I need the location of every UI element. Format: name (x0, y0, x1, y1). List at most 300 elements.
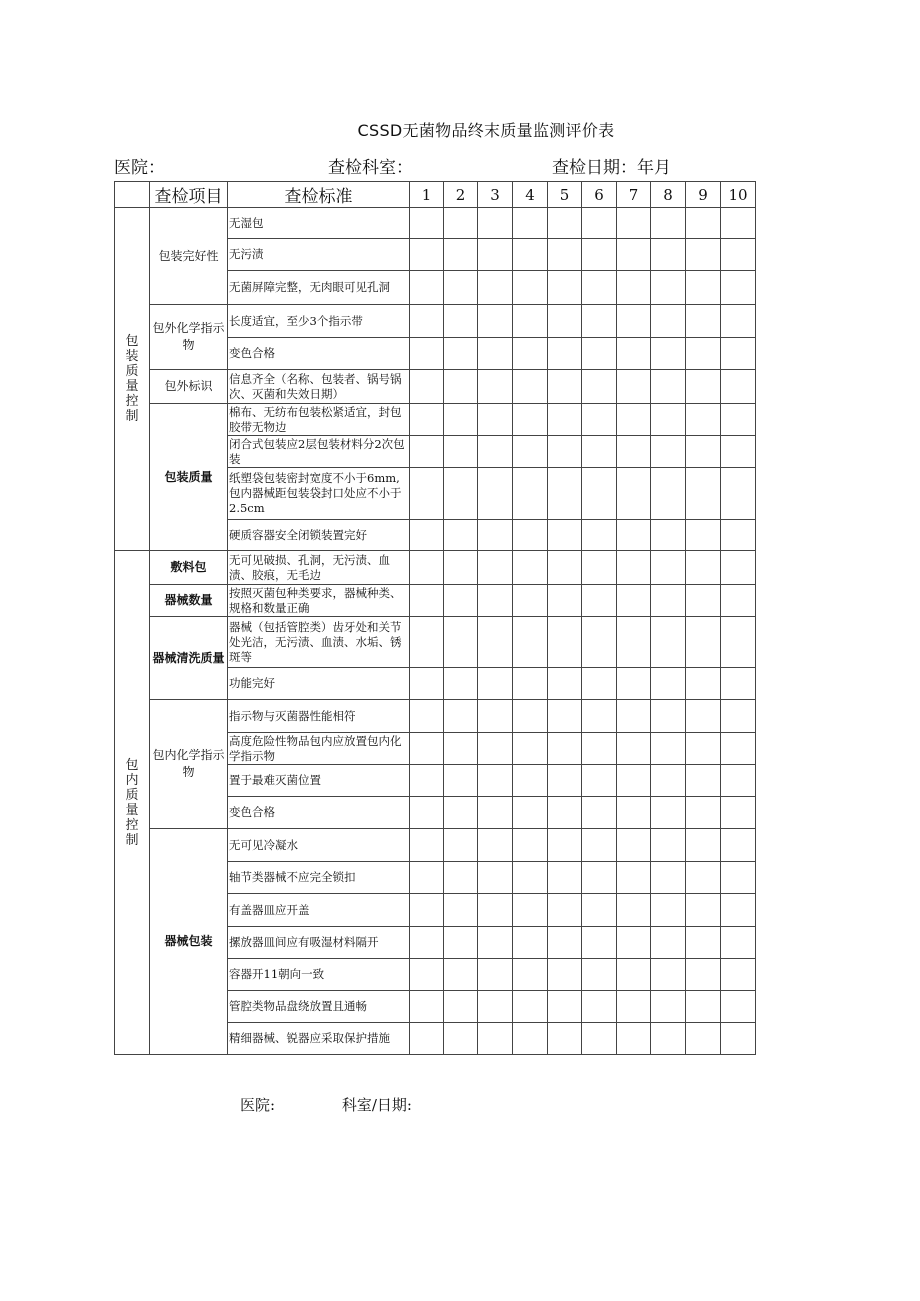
check-cell-7[interactable] (617, 862, 651, 894)
check-cell-9[interactable] (686, 520, 721, 551)
header-row (115, 182, 756, 208)
check-cell-3[interactable] (478, 797, 513, 829)
check-cell-5[interactable] (548, 239, 582, 271)
check-standard-text: 置于最难灭菌位置 (228, 765, 410, 797)
check-standard-text: 轴节类器械不应完全锁扣 (228, 862, 410, 894)
check-cell-3[interactable] (478, 520, 513, 551)
check-cell-10[interactable] (721, 520, 756, 551)
check-cell-7[interactable] (617, 617, 651, 668)
col-header-check-4: 4 (513, 182, 548, 208)
check-cell-5[interactable] (548, 927, 582, 959)
check-cell-6[interactable] (582, 765, 617, 797)
check-cell-7[interactable] (617, 585, 651, 617)
check-cell-2[interactable] (444, 617, 478, 668)
check-cell-3[interactable] (478, 927, 513, 959)
check-cell-7[interactable] (617, 239, 651, 271)
check-cell-10[interactable] (721, 305, 756, 338)
check-cell-4[interactable] (513, 551, 548, 585)
check-standard-text: 有盖器皿应开盖 (228, 894, 410, 927)
check-cell-1[interactable] (410, 551, 444, 585)
check-cell-7[interactable] (617, 700, 651, 733)
check-cell-1[interactable] (410, 1023, 444, 1055)
check-cell-10[interactable] (721, 829, 756, 862)
col-header-check-3: 3 (478, 182, 513, 208)
check-cell-9[interactable] (686, 551, 721, 585)
check-item-label: 器械数量 (150, 585, 228, 617)
check-cell-7[interactable] (617, 668, 651, 700)
footer (240, 1094, 412, 1115)
check-cell-6[interactable] (582, 271, 617, 305)
check-cell-1[interactable] (410, 829, 444, 862)
check-cell-10[interactable] (721, 468, 756, 520)
check-cell-1[interactable] (410, 208, 444, 239)
table-row (115, 370, 756, 404)
check-cell-2[interactable] (444, 991, 478, 1023)
check-cell-3[interactable] (478, 959, 513, 991)
check-cell-2[interactable] (444, 894, 478, 927)
check-cell-5[interactable] (548, 829, 582, 862)
check-cell-2[interactable] (444, 862, 478, 894)
check-cell-6[interactable] (582, 959, 617, 991)
check-cell-6[interactable] (582, 338, 617, 370)
check-cell-4[interactable] (513, 271, 548, 305)
check-standard-text: 闭合式包装应2层包装材料分2次包装 (228, 436, 410, 468)
col-header-check-1: 1 (410, 182, 444, 208)
check-cell-1[interactable] (410, 733, 444, 765)
check-cell-6[interactable] (582, 585, 617, 617)
check-cell-10[interactable] (721, 700, 756, 733)
check-cell-9[interactable] (686, 585, 721, 617)
check-cell-10[interactable] (721, 668, 756, 700)
col-header-check-5: 5 (548, 182, 582, 208)
check-cell-4[interactable] (513, 733, 548, 765)
check-cell-2[interactable] (444, 404, 478, 436)
check-standard-text: 棉布、无纺布包装松紧适宜，封包胶带无物边 (228, 404, 410, 436)
col-header-check-9: 9 (686, 182, 721, 208)
check-cell-4[interactable] (513, 338, 548, 370)
check-cell-8[interactable] (651, 404, 686, 436)
check-cell-10[interactable] (721, 1023, 756, 1055)
check-cell-10[interactable] (721, 370, 756, 404)
check-cell-2[interactable] (444, 338, 478, 370)
check-cell-10[interactable] (721, 585, 756, 617)
check-cell-8[interactable] (651, 927, 686, 959)
check-cell-1[interactable] (410, 404, 444, 436)
check-cell-8[interactable] (651, 700, 686, 733)
check-cell-9[interactable] (686, 370, 721, 404)
check-item-label: 器械清洗质量 (150, 617, 228, 700)
check-cell-2[interactable] (444, 305, 478, 338)
check-cell-9[interactable] (686, 862, 721, 894)
col-header-check-2: 2 (444, 182, 478, 208)
check-cell-8[interactable] (651, 991, 686, 1023)
check-cell-1[interactable] (410, 927, 444, 959)
check-cell-2[interactable] (444, 1023, 478, 1055)
check-cell-8[interactable] (651, 617, 686, 668)
check-cell-6[interactable] (582, 305, 617, 338)
check-cell-3[interactable] (478, 617, 513, 668)
check-cell-8[interactable] (651, 894, 686, 927)
check-cell-6[interactable] (582, 862, 617, 894)
check-cell-1[interactable] (410, 894, 444, 927)
check-cell-1[interactable] (410, 271, 444, 305)
check-cell-9[interactable] (686, 733, 721, 765)
check-cell-3[interactable] (478, 1023, 513, 1055)
check-cell-8[interactable] (651, 208, 686, 239)
check-cell-10[interactable] (721, 959, 756, 991)
check-cell-7[interactable] (617, 436, 651, 468)
check-cell-6[interactable] (582, 991, 617, 1023)
check-cell-4[interactable] (513, 700, 548, 733)
check-cell-1[interactable] (410, 668, 444, 700)
check-standard-text: 摞放器皿间应有吸湿材料隔开 (228, 927, 410, 959)
check-standard-text: 指示物与灭菌器性能相符 (228, 700, 410, 733)
check-cell-3[interactable] (478, 894, 513, 927)
check-cell-5[interactable] (548, 668, 582, 700)
check-cell-10[interactable] (721, 617, 756, 668)
check-cell-6[interactable] (582, 733, 617, 765)
check-cell-7[interactable] (617, 338, 651, 370)
check-cell-10[interactable] (721, 338, 756, 370)
check-cell-8[interactable] (651, 468, 686, 520)
check-cell-10[interactable] (721, 208, 756, 239)
check-standard-text: 无可见冷凝水 (228, 829, 410, 862)
check-cell-6[interactable] (582, 436, 617, 468)
check-cell-2[interactable] (444, 208, 478, 239)
check-cell-2[interactable] (444, 271, 478, 305)
check-standard-text: 管腔类物品盘绕放置且通畅 (228, 991, 410, 1023)
check-cell-3[interactable] (478, 668, 513, 700)
check-cell-7[interactable] (617, 520, 651, 551)
check-cell-6[interactable] (582, 829, 617, 862)
check-cell-6[interactable] (582, 1023, 617, 1055)
check-cell-9[interactable] (686, 404, 721, 436)
evaluation-table (114, 181, 756, 1055)
check-cell-5[interactable] (548, 208, 582, 239)
check-cell-5[interactable] (548, 404, 582, 436)
check-cell-2[interactable] (444, 700, 478, 733)
check-cell-2[interactable] (444, 370, 478, 404)
check-cell-1[interactable] (410, 468, 444, 520)
check-cell-9[interactable] (686, 959, 721, 991)
check-cell-7[interactable] (617, 894, 651, 927)
check-standard-text: 按照灭菌包种类要求，器械种类、规格和数量正确 (228, 585, 410, 617)
footer-hospital-label: 医院: (240, 1096, 276, 1114)
check-standard-text: 变色合格 (228, 338, 410, 370)
check-cell-5[interactable] (548, 617, 582, 668)
check-cell-1[interactable] (410, 585, 444, 617)
check-cell-3[interactable] (478, 733, 513, 765)
check-cell-2[interactable] (444, 239, 478, 271)
check-cell-4[interactable] (513, 208, 548, 239)
check-cell-10[interactable] (721, 271, 756, 305)
check-cell-5[interactable] (548, 585, 582, 617)
check-cell-7[interactable] (617, 991, 651, 1023)
check-cell-9[interactable] (686, 927, 721, 959)
check-cell-9[interactable] (686, 700, 721, 733)
check-cell-5[interactable] (548, 862, 582, 894)
check-cell-4[interactable] (513, 617, 548, 668)
check-standard-text: 无污渍 (228, 239, 410, 271)
check-cell-10[interactable] (721, 927, 756, 959)
check-cell-1[interactable] (410, 520, 444, 551)
check-cell-9[interactable] (686, 991, 721, 1023)
check-cell-1[interactable] (410, 797, 444, 829)
check-cell-4[interactable] (513, 585, 548, 617)
check-cell-8[interactable] (651, 733, 686, 765)
check-cell-3[interactable] (478, 829, 513, 862)
check-cell-1[interactable] (410, 862, 444, 894)
check-cell-7[interactable] (617, 305, 651, 338)
check-cell-4[interactable] (513, 239, 548, 271)
check-cell-8[interactable] (651, 585, 686, 617)
check-cell-7[interactable] (617, 1023, 651, 1055)
check-cell-7[interactable] (617, 468, 651, 520)
check-cell-5[interactable] (548, 959, 582, 991)
check-cell-3[interactable] (478, 338, 513, 370)
check-cell-3[interactable] (478, 765, 513, 797)
footer-dept-date-label: 科室/日期: (341, 1096, 412, 1114)
section-label (115, 551, 150, 1055)
check-cell-8[interactable] (651, 959, 686, 991)
check-cell-5[interactable] (548, 797, 582, 829)
check-cell-6[interactable] (582, 617, 617, 668)
check-cell-3[interactable] (478, 239, 513, 271)
check-cell-5[interactable] (548, 370, 582, 404)
check-cell-10[interactable] (721, 404, 756, 436)
check-cell-10[interactable] (721, 436, 756, 468)
check-cell-5[interactable] (548, 436, 582, 468)
check-cell-9[interactable] (686, 1023, 721, 1055)
check-cell-6[interactable] (582, 404, 617, 436)
check-cell-8[interactable] (651, 338, 686, 370)
check-cell-4[interactable] (513, 862, 548, 894)
check-cell-3[interactable] (478, 271, 513, 305)
check-cell-9[interactable] (686, 617, 721, 668)
check-cell-1[interactable] (410, 991, 444, 1023)
check-cell-2[interactable] (444, 927, 478, 959)
check-cell-7[interactable] (617, 797, 651, 829)
check-cell-3[interactable] (478, 370, 513, 404)
check-cell-4[interactable] (513, 797, 548, 829)
check-cell-4[interactable] (513, 1023, 548, 1055)
check-cell-1[interactable] (410, 239, 444, 271)
check-cell-6[interactable] (582, 551, 617, 585)
check-cell-6[interactable] (582, 700, 617, 733)
check-cell-8[interactable] (651, 668, 686, 700)
check-standard-text: 长度适宜，至少3个指示带 (228, 305, 410, 338)
check-cell-8[interactable] (651, 370, 686, 404)
check-cell-4[interactable] (513, 468, 548, 520)
check-cell-6[interactable] (582, 797, 617, 829)
check-cell-3[interactable] (478, 468, 513, 520)
check-cell-7[interactable] (617, 765, 651, 797)
check-cell-7[interactable] (617, 404, 651, 436)
check-cell-8[interactable] (651, 862, 686, 894)
check-cell-3[interactable] (478, 208, 513, 239)
check-cell-8[interactable] (651, 765, 686, 797)
check-cell-7[interactable] (617, 927, 651, 959)
section-label-text: 包内质量控制 (125, 757, 139, 848)
check-cell-4[interactable] (513, 959, 548, 991)
check-cell-7[interactable] (617, 551, 651, 585)
check-cell-10[interactable] (721, 797, 756, 829)
check-cell-5[interactable] (548, 1023, 582, 1055)
check-cell-6[interactable] (582, 668, 617, 700)
check-cell-9[interactable] (686, 305, 721, 338)
check-cell-3[interactable] (478, 551, 513, 585)
check-standard-text: 变色合格 (228, 797, 410, 829)
check-cell-8[interactable] (651, 239, 686, 271)
col-header-item: 查检项目 (150, 182, 228, 208)
check-cell-4[interactable] (513, 894, 548, 927)
check-cell-3[interactable] (478, 991, 513, 1023)
check-cell-5[interactable] (548, 520, 582, 551)
check-cell-9[interactable] (686, 239, 721, 271)
check-cell-4[interactable] (513, 436, 548, 468)
check-item-label: 敷料包 (150, 551, 228, 585)
check-cell-10[interactable] (721, 991, 756, 1023)
check-cell-6[interactable] (582, 927, 617, 959)
check-cell-6[interactable] (582, 239, 617, 271)
check-cell-6[interactable] (582, 894, 617, 927)
check-cell-5[interactable] (548, 894, 582, 927)
check-cell-9[interactable] (686, 208, 721, 239)
check-cell-5[interactable] (548, 468, 582, 520)
col-header-standard: 查检标准 (228, 182, 410, 208)
check-cell-9[interactable] (686, 765, 721, 797)
check-cell-9[interactable] (686, 894, 721, 927)
check-cell-3[interactable] (478, 862, 513, 894)
check-cell-8[interactable] (651, 551, 686, 585)
check-cell-4[interactable] (513, 520, 548, 551)
section-label (115, 208, 150, 551)
check-standard-text: 功能完好 (228, 668, 410, 700)
check-cell-9[interactable] (686, 668, 721, 700)
check-cell-2[interactable] (444, 959, 478, 991)
check-cell-2[interactable] (444, 668, 478, 700)
check-cell-6[interactable] (582, 208, 617, 239)
check-cell-7[interactable] (617, 370, 651, 404)
check-cell-2[interactable] (444, 765, 478, 797)
check-cell-4[interactable] (513, 370, 548, 404)
check-cell-2[interactable] (444, 829, 478, 862)
check-item-label: 包内化学指示物 (150, 700, 228, 829)
check-cell-6[interactable] (582, 520, 617, 551)
check-cell-2[interactable] (444, 797, 478, 829)
check-cell-2[interactable] (444, 551, 478, 585)
check-cell-7[interactable] (617, 829, 651, 862)
table-row (115, 700, 756, 733)
check-cell-7[interactable] (617, 733, 651, 765)
check-cell-2[interactable] (444, 436, 478, 468)
check-cell-2[interactable] (444, 585, 478, 617)
check-cell-8[interactable] (651, 520, 686, 551)
check-cell-1[interactable] (410, 617, 444, 668)
check-cell-5[interactable] (548, 765, 582, 797)
check-item-label: 器械包装 (150, 829, 228, 1055)
check-cell-5[interactable] (548, 700, 582, 733)
check-cell-4[interactable] (513, 765, 548, 797)
check-cell-10[interactable] (721, 894, 756, 927)
check-cell-9[interactable] (686, 797, 721, 829)
check-cell-10[interactable] (721, 239, 756, 271)
check-cell-4[interactable] (513, 668, 548, 700)
hospital-label: 医院： (114, 158, 165, 178)
check-cell-8[interactable] (651, 797, 686, 829)
check-cell-10[interactable] (721, 765, 756, 797)
check-cell-4[interactable] (513, 404, 548, 436)
check-cell-9[interactable] (686, 271, 721, 305)
check-cell-10[interactable] (721, 551, 756, 585)
check-cell-5[interactable] (548, 338, 582, 370)
check-cell-9[interactable] (686, 829, 721, 862)
check-cell-5[interactable] (548, 733, 582, 765)
check-cell-8[interactable] (651, 1023, 686, 1055)
check-cell-9[interactable] (686, 436, 721, 468)
check-cell-1[interactable] (410, 370, 444, 404)
check-standard-text: 无菌屏障完整，无肉眼可见孔洞 (228, 271, 410, 305)
check-standard-text: 信息齐全（名称、包装者、锅号锅次、灭菌和失效日期） (228, 370, 410, 404)
check-cell-4[interactable] (513, 991, 548, 1023)
check-cell-1[interactable] (410, 959, 444, 991)
check-cell-10[interactable] (721, 733, 756, 765)
check-cell-5[interactable] (548, 271, 582, 305)
check-cell-5[interactable] (548, 551, 582, 585)
table-row (115, 404, 756, 436)
check-cell-8[interactable] (651, 271, 686, 305)
check-cell-1[interactable] (410, 305, 444, 338)
check-cell-3[interactable] (478, 700, 513, 733)
check-cell-3[interactable] (478, 305, 513, 338)
check-cell-2[interactable] (444, 468, 478, 520)
check-cell-8[interactable] (651, 829, 686, 862)
check-cell-6[interactable] (582, 370, 617, 404)
check-cell-3[interactable] (478, 436, 513, 468)
check-cell-7[interactable] (617, 271, 651, 305)
check-cell-8[interactable] (651, 305, 686, 338)
check-cell-2[interactable] (444, 733, 478, 765)
check-cell-3[interactable] (478, 585, 513, 617)
check-standard-text: 高度危险性物品包内应放置包内化学指示物 (228, 733, 410, 765)
check-cell-2[interactable] (444, 520, 478, 551)
check-item-label: 包装完好性 (150, 208, 228, 305)
check-cell-10[interactable] (721, 862, 756, 894)
check-cell-8[interactable] (651, 436, 686, 468)
check-cell-5[interactable] (548, 991, 582, 1023)
check-cell-1[interactable] (410, 765, 444, 797)
check-cell-3[interactable] (478, 404, 513, 436)
check-cell-7[interactable] (617, 208, 651, 239)
table-row (115, 585, 756, 617)
check-cell-5[interactable] (548, 305, 582, 338)
table-row (115, 208, 756, 239)
check-cell-1[interactable] (410, 338, 444, 370)
check-cell-4[interactable] (513, 829, 548, 862)
check-cell-1[interactable] (410, 436, 444, 468)
check-standard-text: 器械（包括管腔类）齿牙处和关节处光洁，无污渍、血渍、水垢、锈斑等 (228, 617, 410, 668)
corner-cell (115, 182, 150, 208)
check-cell-9[interactable] (686, 338, 721, 370)
check-cell-4[interactable] (513, 927, 548, 959)
check-cell-4[interactable] (513, 305, 548, 338)
page-title: CSSD无菌物品终末质量监测评价表 (357, 121, 615, 140)
check-cell-6[interactable] (582, 468, 617, 520)
check-cell-1[interactable] (410, 700, 444, 733)
col-header-check-8: 8 (651, 182, 686, 208)
check-cell-9[interactable] (686, 468, 721, 520)
check-cell-7[interactable] (617, 959, 651, 991)
